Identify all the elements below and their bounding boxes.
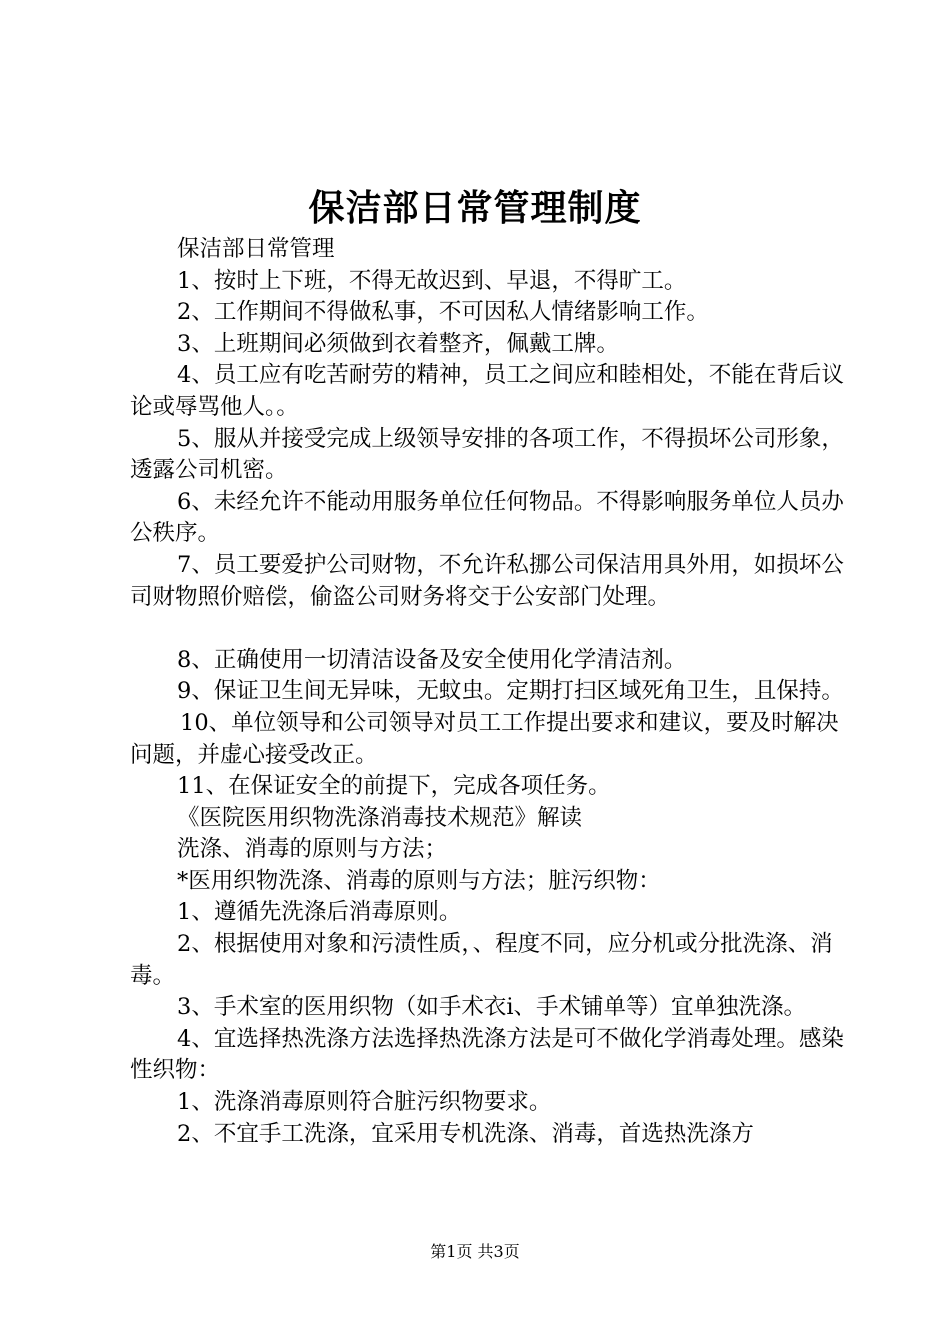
paragraph: 3、手术室的医用织物（如手术衣i、手术铺单等）宜单独洗涤。 bbox=[177, 994, 807, 1021]
paragraph: 1、洗涤消毒原则符合脏污织物要求。 bbox=[177, 1089, 552, 1116]
paragraph: 保洁部日常管理 bbox=[177, 236, 335, 262]
paragraph: 1、按时上下班，不得无故迟到、早退，不得旷工。 bbox=[177, 267, 687, 294]
paragraph: 11、在保证安全的前提下，完成各项任务。 bbox=[177, 773, 611, 800]
paragraph: 2、不宜手工洗涤，宜采用专机洗涤、消毒，首选热洗涤方 bbox=[177, 1120, 754, 1147]
paragraph: 4、员工应有吃苦耐劳的精神，员工之间应和睦相处，不能在背后议论或辱骂他人。。 bbox=[130, 362, 844, 420]
document-title: 保洁部日常管理制度 bbox=[308, 187, 642, 229]
paragraph: 7、员工要爱护公司财物，不允许私挪公司保洁用具外用，如损坏公司财物照价赔偿，偷盗公司财务将交于公安部门处理。 bbox=[130, 551, 844, 610]
paragraph: *医用织物洗涤、消毒的原则与方法；脏污织物： bbox=[177, 867, 661, 894]
paragraph: 3、上班期间必须做到衣着整齐，佩戴工牌。 bbox=[177, 330, 619, 357]
paragraph: 6、未经允许不能动用服务单位任何物品。不得影响服务单位人员办公秩序。 bbox=[130, 488, 844, 547]
paragraph: 9、保证卫生间无异味，无蚊虫。定期打扫区域死角卫生，且保持。 bbox=[177, 678, 844, 705]
paragraph: 10、单位领导和公司领导对员工工作提出要求和建议，要及时解决问题，并虚心接受改正。 bbox=[130, 709, 839, 768]
page-footer: 第1页 共3页 bbox=[430, 1242, 520, 1261]
paragraph: 2、工作期间不得做私事，不可因私人情绪影响工作。 bbox=[177, 299, 709, 326]
paragraph: 洗涤、消毒的原则与方法； bbox=[177, 836, 448, 863]
paragraph: 2、根据使用对象和污渍性质，、程度不同，应分机或分批洗涤、消毒。 bbox=[130, 931, 833, 989]
paragraph: 5、服从并接受完成上级领导安排的各项工作，不得损坏公司形象，透露公司机密。 bbox=[130, 425, 844, 484]
paragraph: 4、宜选择热洗涤方法选择热洗涤方法是可不做化学消毒处理。感染性织物： bbox=[130, 1025, 844, 1084]
paragraph-gap bbox=[130, 613, 850, 645]
paragraph: 1、遵循先洗涤后消毒原则。 bbox=[177, 899, 462, 926]
paragraph: 《医院医用织物洗涤消毒技术规范》解读 bbox=[177, 804, 583, 831]
paragraph: 8、正确使用一切清洁设备及安全使用化学清洁剂。 bbox=[177, 646, 687, 673]
document-body bbox=[130, 234, 850, 1150]
